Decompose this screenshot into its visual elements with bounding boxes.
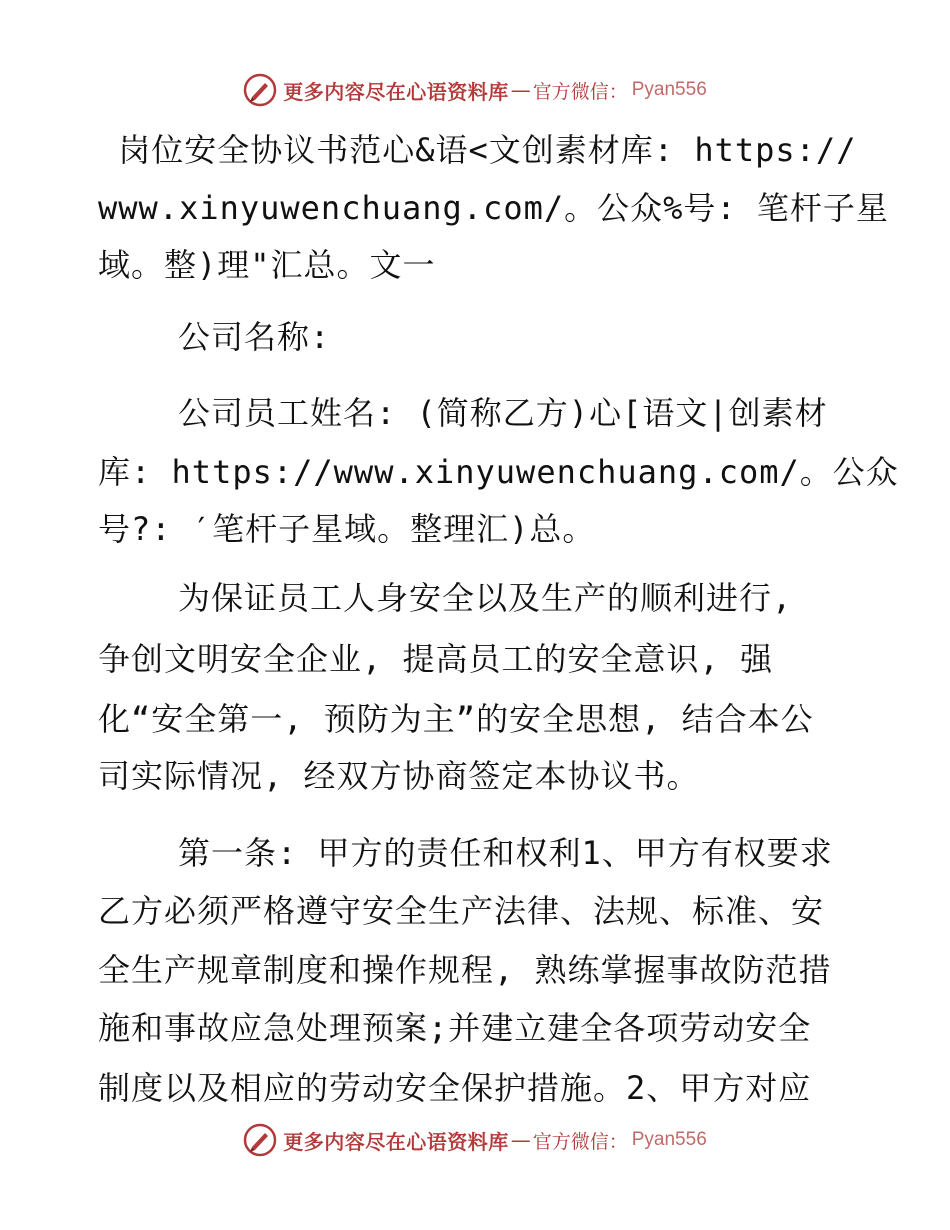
doc-line: 化“安全第一, 预防为主”的安全思想, 结合本公 bbox=[98, 700, 814, 738]
banner-main-text: 更多内容尽在心语资料库 bbox=[283, 79, 509, 104]
doc-line: 争创文明安全企业, 提高员工的安全意识, 强 bbox=[98, 640, 774, 678]
doc-line: 岗位安全协议书范心&语<文创素材库: https:// bbox=[98, 131, 857, 169]
doc-line: 库: https://www.xinyuwenchuang.com/。公众 bbox=[98, 453, 899, 491]
banner-colon: ： bbox=[608, 1130, 628, 1153]
banner-wechat-id: Pyan556 bbox=[631, 79, 707, 100]
doc-line: 公司员工姓名: (简称乙方)心[语文|创素材 bbox=[178, 394, 828, 432]
doc-line: 乙方必须严格遵守安全生产法律、法规、标准、安 bbox=[98, 892, 825, 930]
doc-line: 域。整)理"汇总。文一 bbox=[98, 246, 436, 284]
doc-line: 施和事故应急处理预案;并建立建全各项劳动安全 bbox=[98, 1009, 812, 1047]
doc-line: 号?: ′笔杆子星域。整理汇)总。 bbox=[98, 510, 596, 548]
banner-colon: ： bbox=[608, 80, 628, 103]
banner-wechat-id: Pyan556 bbox=[631, 1129, 707, 1150]
doc-line: 司实际情况, 经双方协商签定本协议书。 bbox=[98, 757, 700, 795]
watermark-banner-top bbox=[0, 70, 950, 110]
doc-line: 制度以及相应的劳动安全保护措施。2、甲方对应 bbox=[98, 1069, 812, 1107]
doc-line: 第一条: 甲方的责任和权利1、甲方有权要求 bbox=[178, 834, 833, 872]
doc-line: www.xinyuwenchuang.com/。公众%号: 笔杆子星 bbox=[98, 189, 889, 227]
banner-main-text: 更多内容尽在心语资料库 bbox=[283, 1129, 509, 1154]
doc-line: 为保证员工人身安全以及生产的顺利进行, bbox=[178, 579, 793, 617]
watermark-banner-bottom bbox=[0, 1120, 950, 1160]
brush-pen-logo-icon bbox=[243, 73, 277, 107]
doc-line: 全生产规章制度和操作规程, 熟练掌握事故防范措 bbox=[98, 951, 832, 989]
brush-pen-logo-icon bbox=[243, 1123, 277, 1157]
banner-wechat-label: 官方微信 bbox=[532, 80, 609, 103]
banner-wechat-label: 官方微信 bbox=[532, 1130, 609, 1153]
banner-separator: — bbox=[510, 78, 531, 102]
banner-separator: — bbox=[510, 1128, 531, 1152]
doc-line: 公司名称: bbox=[178, 318, 331, 356]
